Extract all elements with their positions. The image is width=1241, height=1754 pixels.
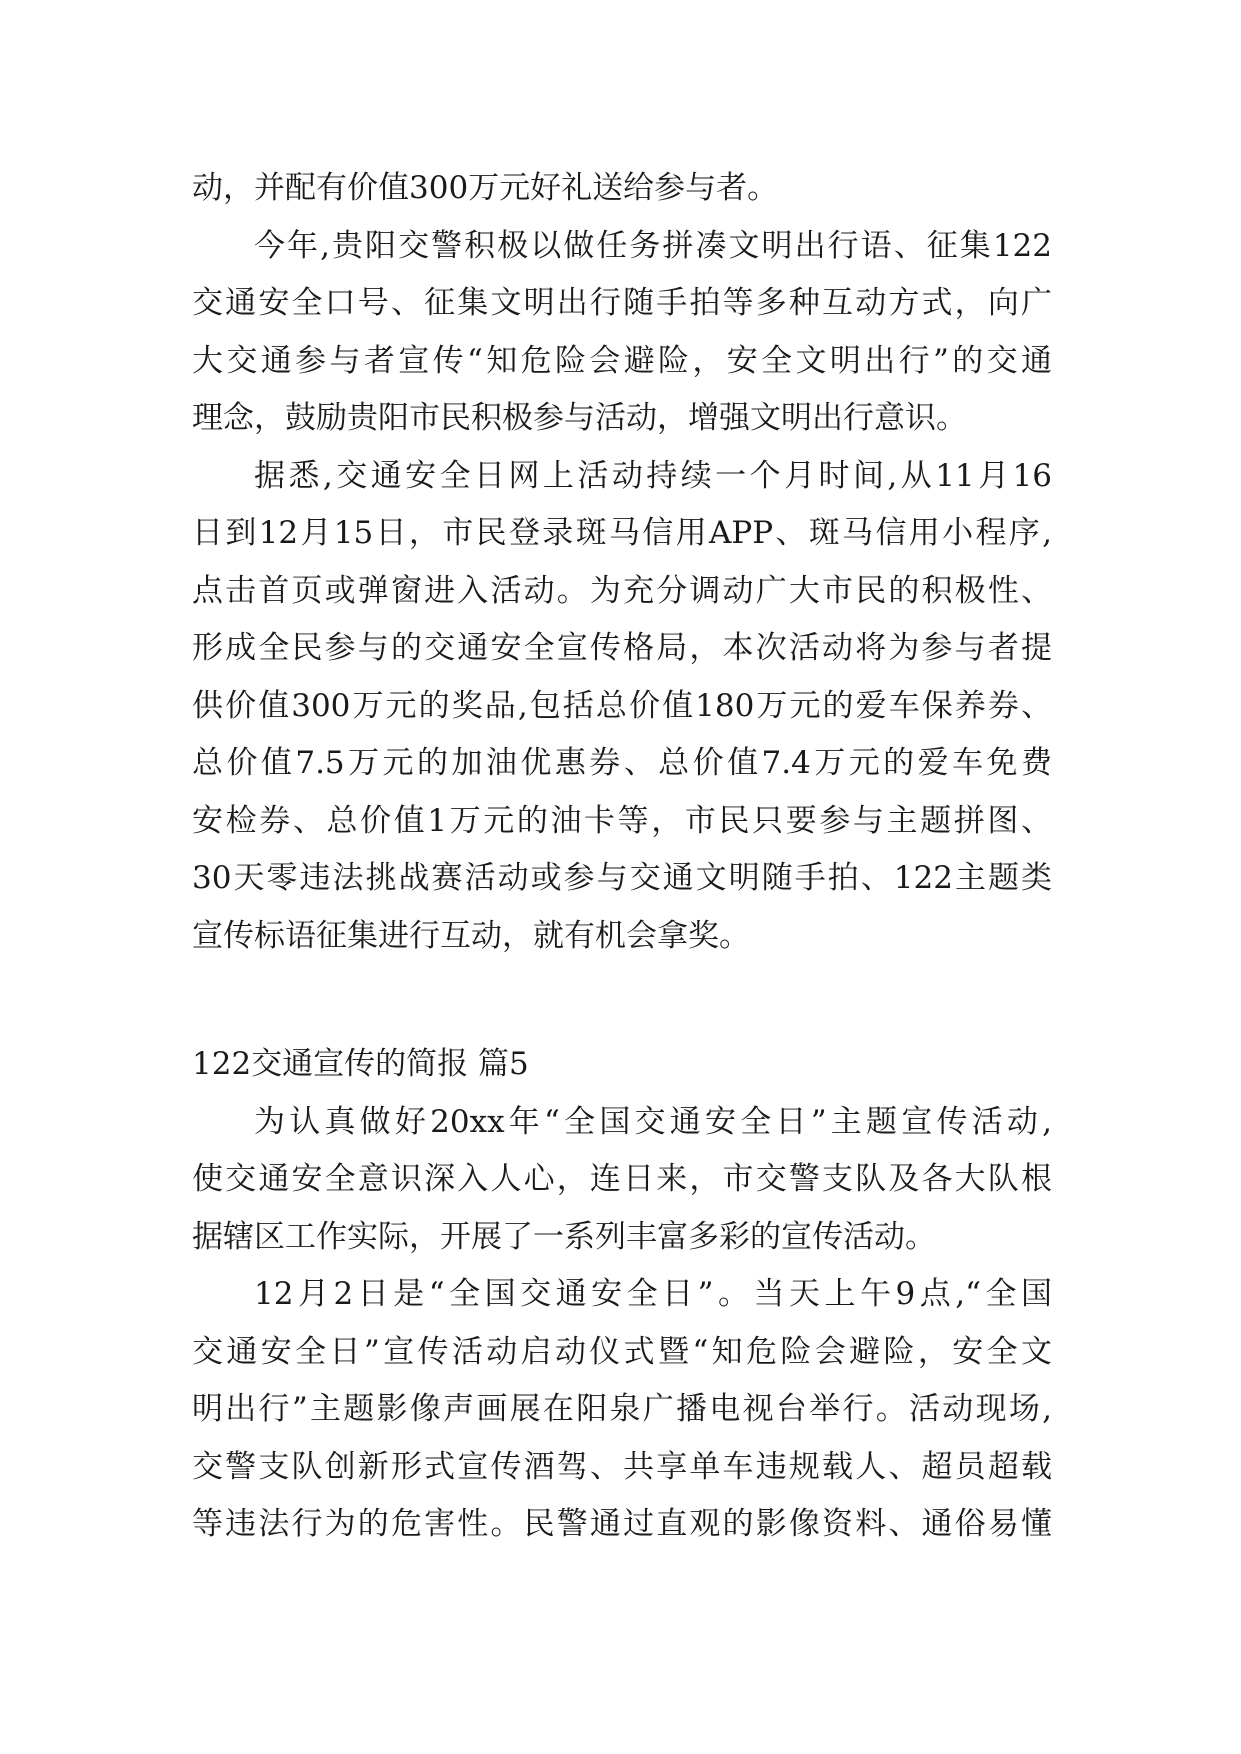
section-heading: 122交通宣传的简报 篇5 <box>192 1046 529 1082</box>
paragraph-line: 宣传标语征集进行互动，就有机会拿奖。 <box>192 917 750 954</box>
paragraph-line: 12月2日是“全国交通安全日”。当天上午9点,“全国 <box>254 1276 1052 1312</box>
document-body <box>192 160 1052 1554</box>
paragraph-line: 动，并配有价值300万元好礼送给参与者。 <box>192 170 779 206</box>
paragraph-line: 据悉,交通安全日网上活动持续一个月时间,从11月16 <box>254 457 1052 494</box>
paragraph-line: 明出行”主题影像声画展在阳泉广播电视台举行。活动现场, <box>192 1391 1052 1427</box>
paragraph-line: 日到12月15日，市民登录斑马信用APP、斑马信用小程序, <box>192 515 1052 551</box>
paragraph-line: 形成全民参与的交通安全宣传格局，本次活动将为参与者提 <box>192 630 1052 666</box>
paragraph-line: 安检券、总价值1万元的油卡等，市民只要参与主题拼图、 <box>192 802 1052 839</box>
paragraph-line: 交警支队创新形式宣传酒驾、共享单车违规载人、超员超载 <box>192 1448 1052 1485</box>
paragraph-line: 供价值300万元的奖品,包括总价值180万元的爱车保养券、 <box>192 687 1052 724</box>
paragraph-line: 大交通参与者宣传“知危险会避险，安全文明出行”的交通 <box>192 342 1052 379</box>
paragraph-line: 为认真做好20xx年“全国交通安全日”主题宣传活动, <box>254 1103 1052 1140</box>
paragraph-line: 交通安全口号、征集文明出行随手拍等多种互动方式，向广 <box>192 285 1052 321</box>
paragraph-line: 据辖区工作实际，开展了一系列丰富多彩的宣传活动。 <box>192 1218 936 1255</box>
paragraph-line: 等违法行为的危害性。民警通过直观的影像资料、通俗易懂 <box>192 1506 1052 1542</box>
paragraph-line: 点击首页或弹窗进入活动。为充分调动广大市民的积极性、 <box>192 572 1052 609</box>
paragraph-line: 总价值7.5万元的加油优惠券、总价值7.4万元的爱车免费 <box>192 745 1052 781</box>
paragraph-line: 今年,贵阳交警积极以做任务拼凑文明出行语、征集122 <box>254 227 1052 264</box>
paragraph-line: 使交通安全意识深入人心，连日来，市交警支队及各大队根 <box>192 1161 1052 1197</box>
paragraph-line: 交通安全日”宣传活动启动仪式暨“知危险会避险，安全文 <box>192 1333 1052 1370</box>
paragraph-line: 理念，鼓励贵阳市民积极参与活动，增强文明出行意识。 <box>192 400 967 436</box>
paragraph-line: 30天零违法挑战赛活动或参与交通文明随手拍、122主题类 <box>192 860 1052 896</box>
